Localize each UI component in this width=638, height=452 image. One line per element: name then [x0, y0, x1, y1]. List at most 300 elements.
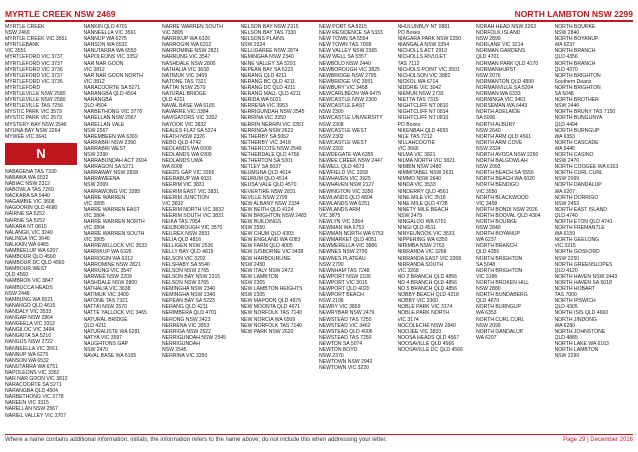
listing-entry: SA 5006	[476, 115, 496, 122]
listing-entry: NICHOLLS RIVULET	[397, 54, 446, 61]
listing-entry: NEW HARBOURLINE	[240, 255, 291, 262]
listing-entry: NEWBOROUGH VIC 3825	[319, 66, 380, 73]
listing-entry: NORTH BEACH WA 6020	[476, 176, 535, 183]
listing-entry: NANUTARRA WA 6550	[83, 48, 137, 55]
listing-entry: NABIAC NSW 2312	[5, 180, 51, 187]
listing-entry: NEALES FLAT SA 5374	[162, 127, 217, 134]
listing-entry: NATURALISTE WA 6281	[83, 328, 141, 335]
listing-entry: NORTH BRANCH	[554, 48, 596, 55]
listing-entry: WA 6353	[476, 310, 497, 317]
page-footer	[5, 434, 633, 446]
listing-entry: NORTH BUNDABERG	[476, 292, 528, 299]
listing-entry: MYRTLE CREEK	[5, 24, 45, 30]
listing-entry: NEW PORT SA 5015	[319, 24, 367, 30]
listing-entry: NANGEELA VIC 3312	[5, 321, 56, 328]
listing-entry: MYUNA BAY NSW 2264	[5, 127, 61, 134]
listing-entry: QLD 4356	[554, 54, 578, 61]
listing-entry: QLD 4740	[554, 212, 578, 219]
listing-entry: NAMBUNG WA 6521	[5, 296, 53, 303]
listing-entry: SA 5048	[554, 91, 574, 98]
listing-entry: QLD 4560	[5, 272, 29, 279]
listing-entry: NEDLANDS WA 6009	[162, 145, 212, 152]
listing-entry: MYRTLEVILLE NSW 2580	[5, 91, 66, 98]
listing-entry: NEWMAN NORTH WA 6753	[319, 231, 384, 238]
listing-entry: NELSON BAY TAS 7330	[240, 30, 297, 37]
listing-entry: VIC 3186	[476, 273, 498, 280]
listing-entry: NATHALIA VIC 3638	[83, 286, 131, 293]
listing-entry: VIC 3832	[162, 200, 184, 207]
listing-entry: NOBBY VIC 3360	[397, 298, 438, 305]
listing-entry: NEVERTIRE NSW 2831	[240, 188, 296, 195]
listing-entry: NARIEL VALLEY VIC 3707	[5, 412, 67, 419]
listing-entry: NERRIGUNDAH NSW 2545	[162, 334, 226, 341]
listing-entry: NEWRYBAR NSW 2479	[319, 310, 375, 317]
listing-entry: NORTH HOBART	[554, 286, 596, 293]
listing-entry: NERANG MALL QLD 4211	[240, 91, 302, 98]
listing-entry: NAMBUCCA HEADS	[5, 284, 53, 291]
listing-entry: NEWBURY VIC 3458	[319, 84, 368, 91]
listing-entry: NORTH BLACKWOOD	[476, 194, 529, 201]
listing-entry: NEWSTEAD TAS 7250	[319, 334, 372, 341]
listing-entry: NSW 2099	[554, 176, 580, 183]
listing-entry: NEWLANDS QLD 4804	[319, 194, 373, 201]
listing-entry: NETHERCOTE NSW 2549	[240, 145, 302, 152]
listing-entry: NARBETHONG VIC 3778	[5, 394, 64, 401]
listing-entry: NELIA QLD 4816	[162, 237, 202, 244]
listing-entry: NERIMBERA QLD 4701	[162, 310, 217, 317]
listing-entry: NASHDALE NSW 2800	[162, 60, 216, 67]
listing-entry: NSW 2370	[319, 353, 344, 360]
listing-entry: NORFOLK ISLAND	[476, 30, 521, 37]
listing-entry: NORNINGA VIC 3461	[476, 97, 526, 104]
listing-entry: NSW 2324	[476, 145, 501, 152]
listing-entry: NSW 2250	[554, 255, 580, 262]
listing-entry: NEPEAN BAY SA 5223	[240, 66, 294, 73]
listing-entry: NARRE WARREN	[83, 194, 126, 201]
listing-entry: NILMA NORTH VIC 3821	[397, 158, 455, 165]
listing-entry: NALANGIL VIC 3249	[5, 229, 53, 236]
listing-entry: MYSTIC PARK VIC 3579	[5, 115, 62, 122]
listing-entry: VIC 3804	[83, 225, 105, 232]
listing-entry: NEERIM VIC 3831	[162, 182, 205, 189]
listing-entry: NORTH BUNGUNYA	[554, 115, 603, 122]
listing-entry: NORTH ADELAIDE	[476, 109, 521, 116]
listing-entry: NABOWLA TAS 7260	[5, 187, 54, 194]
listing-entry: NEWTON SA 5074	[319, 340, 363, 347]
listing-entry: MYWEE VIC 3641	[5, 133, 47, 140]
listing-entry: NSW 2453	[554, 200, 580, 207]
listing-entry: NIDDRIE VIC 3042	[397, 84, 442, 91]
listing-entry: NATURAL BRIDGE	[162, 91, 207, 98]
listing-entry: NORTH CURL CURL	[476, 316, 525, 323]
listing-entry: NERRINGA NSW 2622	[240, 127, 294, 134]
listing-entry: NIEMUR NSW 2733	[397, 91, 444, 98]
listing-column-2	[84, 24, 163, 432]
listing-entry: NEERIM EAST VIC 3831	[162, 188, 220, 195]
listing-entry: NEW CHUM QLD 4303	[240, 231, 294, 238]
listing-entry: QLD 4211	[83, 322, 107, 329]
listing-entry: NEW VALLEY NSW 2365	[319, 48, 378, 55]
listing-entry: Southern Deans	[554, 78, 592, 85]
listing-entry: NORTH ISIS QLD 4660	[554, 310, 609, 317]
listing-column-5	[319, 24, 398, 432]
listing-entry: NORMAN GARDENS	[476, 48, 526, 55]
listing-entry: VIC 3268	[397, 267, 419, 274]
listing-entry: NEMINGHA NSW 2340	[162, 292, 216, 299]
listing-entry: NACKARA SA 5440	[5, 193, 51, 200]
listing-column-3	[162, 24, 241, 432]
listing-entry: QLD 4211	[162, 97, 185, 104]
listing-entry: NICHOLS POINT VIC 3501	[397, 66, 460, 73]
listing-entry: NORTH BRIGHTON	[554, 72, 601, 79]
listing-entry: NIMBIN NSW 2480	[397, 164, 442, 171]
listing-entry: NAMBOUR QLD 4560	[5, 254, 56, 261]
page-header	[5, 10, 633, 22]
listing-entry: NEW FARM QLD 4005	[240, 243, 293, 250]
listing-entry: NEW BEITH QLD 4124	[240, 206, 294, 213]
listing-entry: NEWCASTLE WEST	[319, 127, 367, 134]
listing-entry: VIC 3805	[83, 200, 105, 207]
listing-entry: NORTH EAST ISLAND	[554, 206, 607, 213]
listing-entry: NILLAHCOOTIE	[397, 139, 435, 146]
listing-entry: NINE MILE QLD 4728	[397, 200, 448, 207]
listing-entry: NSW 2446	[554, 103, 580, 110]
listing-entry: NOOSAVILLE DC QLD 4566	[397, 346, 463, 353]
listing-entry: NAR NAR GOON	[83, 60, 124, 67]
listing-entry: NEWNES NSW 2790	[319, 249, 368, 256]
listing-entry: NIMMITABEL NSW 2631	[397, 170, 455, 177]
listing-entry: NSW 2840	[554, 30, 580, 37]
listing-entry: MYRTLEFORD VIC 3736	[5, 78, 63, 85]
listing-entry: NINGI QLD 4511	[397, 225, 436, 232]
listing-entry: QLD 4120	[554, 267, 578, 274]
listing-entry: MYRTLEFORD	[5, 84, 40, 91]
listing-entry: NORSEMAN WA 6443	[476, 103, 528, 110]
listing-entry: NSW 2324	[240, 42, 266, 49]
listing-entry: NELSON BAY NSW 2315	[240, 24, 299, 30]
listing-entry: WA 6237	[554, 42, 575, 49]
listing-entry: NIMMO NSW 2640	[397, 176, 442, 183]
listing-entry: NEIKA TAS 7054	[162, 219, 201, 225]
listing-entry: NATTE YALLOCK VIC 3465	[83, 310, 147, 317]
listing-entry: NEWPORT BEACH	[319, 292, 364, 299]
listing-entry: NEWBOLD NSW 2440	[319, 60, 371, 67]
listing-entry: NARRABUNDAH ACT 2604	[83, 158, 147, 165]
listing-entry: NORMANTON QLD 4890	[476, 78, 534, 85]
listing-entry: NORLANE VIC 3214	[476, 42, 524, 49]
listing-entry: QLD 4370	[554, 66, 578, 73]
listing-entry: NEERABUP WA 6031	[162, 176, 212, 183]
listing-entry: NARRIKUP WA 6326	[83, 249, 132, 256]
listing-entry: NARBETHONG VIC 3778	[83, 109, 143, 116]
listing-entry: NORTH BALGOWLAH	[476, 158, 528, 165]
listing-entry: NERONG NSW 2423	[162, 316, 211, 323]
listing-entry: VIC 3550	[476, 188, 498, 195]
listing-entry: NEWLYN VIC 3364	[319, 219, 364, 225]
listing-entry: NEWTOWN VIC 3220	[319, 365, 370, 372]
listing-entry: NO 2 BRANCH QLD 4856	[397, 273, 457, 280]
listing-entry: NORTH GOSFORD	[554, 249, 600, 256]
listing-entry: NELLY BAY QLD 4819	[162, 249, 214, 256]
listing-entry: WA 6353	[554, 133, 575, 140]
listing-entry: NELSONS PLAINS	[240, 36, 285, 43]
listing-entry: NERRIGUNDAH	[162, 340, 200, 347]
listing-entry: NIGHTCLIFF NT 0810	[397, 115, 449, 122]
listing-entry: SA 5048	[476, 261, 496, 268]
listing-entry: NORTH BRIGHTON	[554, 84, 601, 91]
listing-column-4	[241, 24, 320, 432]
listing-entry: QLD 4885	[554, 334, 578, 341]
listing-entry: NEWCARLBEON WA 6475	[319, 91, 381, 98]
listing-entry: NAREEN VIC 3315	[5, 400, 49, 407]
listing-entry: NORTH JOHNSTONE	[554, 328, 606, 335]
listing-entry: MYRTLEFORD VIC 3737	[5, 54, 63, 61]
listing-entry: NORTH BOYANUP	[554, 36, 599, 43]
listing-entry: NANNEELLA VIC 3561	[5, 345, 58, 352]
listing-entry: NINDERRY QLD 4561	[397, 188, 449, 195]
listing-entry: NEWPORT QLD 4020	[319, 286, 370, 293]
listing-entry: NETHERBY VIC 3418	[240, 139, 291, 146]
listing-entry: NEWSTEAD QLD 4006	[319, 328, 373, 335]
listing-entry: NARACOORTE SA 5271	[5, 382, 62, 389]
listing-entry: NARRE WARREN SOUTH	[83, 231, 145, 238]
listing-entry: NERRIGUNDAH NSW 2545	[240, 109, 305, 116]
listing-entry: NANNEELLA VIC 3561	[83, 30, 137, 37]
listing-entry: NANGILOC VIC 3494	[5, 327, 55, 334]
listing-entry: NEWFIELD VIC 3268	[319, 170, 368, 177]
listing-entry: NATONE TAS 7321	[83, 298, 128, 305]
listing-entry: NEW MAPOON QLD 4876	[240, 298, 302, 305]
listing-entry: NORTH BURNGUP	[476, 304, 521, 311]
listing-entry: MYRTLEBANK	[5, 42, 40, 49]
listing-entry: NETHERTON SA 5301	[240, 158, 293, 165]
listing-entry: NEW BRIGHTON NSW 2483	[240, 212, 307, 219]
listing-entry: NSW 2099	[476, 322, 501, 329]
listing-entry: NETHERDALE QLD 4756	[240, 151, 300, 158]
listing-entry: WA 6159	[554, 231, 575, 238]
listing-entry: NARRUNG VIC 3547	[162, 54, 211, 61]
listing-entry: NETHERBY SA 5062	[240, 133, 289, 140]
listing-entry: NEMINGHA NSW 2340	[162, 286, 216, 293]
listing-entry: NARRE WARREN SOUTH	[162, 24, 223, 30]
listing-entry: QLD 4356	[476, 249, 500, 256]
listing-entry: NEATH NSW 2326	[162, 133, 205, 140]
listing-entry: NAPOLEONS VIC 3352	[83, 54, 138, 61]
listing-entry: NARELLAN VALE	[83, 121, 125, 128]
listing-entry: NEWRY VIC 3859	[319, 304, 361, 311]
listing-entry: WA 6237	[476, 237, 497, 244]
listing-entry: NEW ITALY NSW 2472	[240, 267, 294, 274]
listing-entry: VIC 3215	[554, 243, 576, 250]
listing-entry: NASHDALE NSW 2800	[83, 279, 138, 286]
listing-entry: NEW TOWN TAS 7008	[319, 42, 372, 49]
listing-entry: NORTH CASINO	[554, 151, 594, 158]
listing-entry: NEWCASTLE NSW 2300	[319, 97, 377, 104]
listing-entry: NEW LAMBTON	[240, 273, 279, 280]
listing-entry: NEW RESIDENCE SA 5333	[319, 30, 383, 37]
listing-entry: NANDALY VIC 3533	[5, 308, 52, 315]
listing-entry: QLD 4670	[476, 298, 500, 305]
listing-entry: NORTH BRIGHTON	[476, 267, 523, 274]
listing-entry: NELSON BAY NSW 2315	[162, 273, 221, 280]
listing-entry: WA 6280	[554, 322, 575, 329]
listing-entry: VIC 3804	[83, 212, 105, 219]
listing-entry: NARRABRI NSW 2390	[83, 139, 136, 146]
listing-entry: NEW ENGLAND WA 6083	[240, 237, 301, 244]
listing-entry: NEWINGTON VIC 3350	[319, 188, 374, 195]
listing-entry: VIC 3805	[162, 30, 184, 37]
listing-entry: NORTH GREENSLOPES	[554, 261, 613, 268]
listing-entry: NSW 2899	[476, 36, 501, 43]
listing-entry: NEWDEGATE WA 6355	[319, 151, 374, 158]
listing-entry: NORTH ETON QLD 4741	[554, 219, 613, 225]
listing-entry: QLD 4305	[554, 304, 578, 311]
listing-entry: NERRENA VIC 3953	[162, 322, 210, 329]
listing-entry: NEWTON BOYD	[319, 346, 358, 353]
listing-entry: MYRTLEFORD VIC 3736	[5, 66, 63, 73]
listing-entry: NARANGBA QLD 4504	[5, 388, 58, 395]
listing-entry: NSW 2390	[83, 151, 109, 158]
header-right-range: NORTH LAMBTON NSW 2299	[514, 9, 633, 19]
listing-entry: NAVIGATORS VIC 3352	[162, 115, 218, 122]
listing-entry: NORAH HEAD NSW 2263	[476, 24, 537, 30]
listing-entry: NEW NORFOLK TAS 7140	[240, 310, 303, 317]
listing-entry: MYRTLEFORD VIC 3737	[5, 60, 63, 67]
listing-entry: NICHOLLS ACT 2913	[397, 48, 447, 55]
listing-entry: NALINGA VIC 3646	[5, 235, 50, 242]
listing-entry: QLD 4701	[476, 54, 500, 61]
listing-entry: NARROGIN WA 6312	[162, 42, 212, 49]
listing-entry: VIC 3812	[83, 78, 105, 85]
listing-entry: NEW TOWN SA 5554	[319, 36, 369, 43]
listing-entry: NSW 2305	[240, 292, 266, 299]
listing-entry: NSW 2880	[476, 286, 501, 293]
listing-entry: NEILBOROUGH VIC 3570	[162, 225, 223, 232]
listing-entry: NAKARA NT 0810	[5, 223, 47, 230]
listing-entry: WA 6207	[476, 334, 497, 341]
listing-entry: NEWSTEAD TAS 7250	[319, 316, 372, 323]
listing-entry: MYRTLE CREEK VIC 3551	[5, 36, 68, 43]
listing-entry: NORTH BOURKE	[554, 24, 596, 30]
listing-entry: NAYOOK VIC 3832	[162, 121, 207, 128]
listing-entry: NARROMINE NSW 2821	[83, 261, 141, 268]
listing-entry: NERRINA VIC 3350	[162, 353, 208, 360]
listing-entry: NARACOORTE SA 5271	[83, 84, 141, 91]
listing-entry: VIC 3666	[397, 145, 419, 152]
listing-entry: NO 5 BRANCH QLD 4856	[397, 286, 457, 293]
listing-columns	[5, 24, 633, 432]
listing-entry: NORTH BOYANUP	[476, 231, 520, 238]
listing-entry: NAIRNE SA 5252	[5, 217, 45, 224]
listing-entry: NARWEE NSW 2209	[83, 273, 132, 280]
listing-entry: NINGALOO WA 6701	[397, 219, 447, 225]
listing-entry: NAVAL BASE WA 6165	[83, 353, 137, 360]
listing-entry: NELSON NSW 2765	[162, 279, 209, 286]
listing-entry: NOBLE PARK VIC 3174	[397, 304, 453, 311]
listing-entry: NEUSA VALE QLD 4570	[240, 182, 297, 189]
listing-entry: NEDLANDS UWA	[162, 158, 203, 165]
listing-entry: NARANGBA	[83, 97, 113, 104]
listing-entry: NAPOLEONS VIC 3352	[5, 369, 60, 376]
listing-column-6	[398, 24, 477, 432]
listing-entry: NSW 2099	[83, 182, 109, 189]
listing-entry: NSW 2840	[476, 225, 501, 232]
listing-entry: NORTH LAMBTON	[554, 346, 599, 353]
listing-entry: NEWELL QLD 4873	[319, 164, 365, 171]
listing-entry: NARROGIN WA 6312	[83, 255, 133, 262]
listing-entry: NERRINA VIC 3350	[240, 115, 286, 122]
listing-entry: NORTH COOGEE WA 6163	[554, 164, 619, 171]
listing-entry: MYRTLEFORD VIC 3737	[5, 72, 63, 79]
listing-entry: NEMINGHA NSW 2340	[240, 54, 294, 61]
listing-entry: NSW 2300	[319, 109, 344, 116]
listing-entry: NANSON WA 6532	[5, 357, 49, 364]
listing-entry: NEDLANDS WA 6909	[162, 151, 212, 158]
listing-entry: NATIMUK VIC 3409	[83, 292, 129, 299]
listing-entry: NEW GISBORNE VIC 3438	[240, 249, 304, 256]
listing-entry: NINETY MILE BEACH	[397, 206, 449, 213]
listing-entry: NOCOLECHE NSW 2840	[397, 322, 456, 329]
listing-entry: NEERIM NORTH VIC 3832	[162, 206, 224, 213]
listing-entry: TAS 7112	[397, 60, 420, 67]
listing-entry: NSW 2479	[397, 212, 423, 219]
listing-entry: NORTH JINDONG	[554, 316, 597, 323]
listing-entry: NARRE WARREN NORTH	[83, 219, 145, 225]
listing-entry: NARROMINE NSW 2821	[162, 48, 220, 55]
listing-entry: NSW 2299	[554, 353, 580, 360]
footer-notice: Where a name contains additional information, initials, the information refers to the name above; do not include this when addressing your letter.	[5, 437, 387, 443]
listing-entry: NANGKITA SA 5210	[5, 333, 52, 340]
listing-entry: NORTH DORRIGO	[554, 194, 599, 201]
listing-entry: NEW LAMBTON HEIGHTS	[240, 286, 303, 293]
listing-entry: NORTH BRANCH	[476, 243, 517, 250]
listing-entry: NORMAN WA 6333	[476, 91, 521, 98]
listing-entry: NORTH BURNGUP	[554, 127, 600, 134]
listing-entry: NANNUP WA 6275	[5, 351, 49, 358]
listing-entry: NEWMAN WA 6753	[319, 225, 365, 232]
listing-entry: NELSON NSW 2765	[162, 267, 209, 274]
listing-entry: NEWBRIDGE NSW 2795	[319, 72, 377, 79]
listing-entry: NORTH LAKE WA 6163	[554, 340, 609, 347]
listing-entry: NORTH BOOVAL QLD 4304	[476, 212, 541, 219]
listing-entry: NORTH DANDALUP	[476, 328, 524, 335]
listing-entry: NANANGO QLD 4615	[5, 302, 56, 309]
listing-entry: NATONE TAS 7321	[162, 78, 207, 85]
listing-entry: NEW NORCIA WA 6509	[240, 316, 296, 323]
listing-entry: NEPEAN BAY SA 5223	[162, 298, 215, 305]
listing-entry: NEWNHAM TAS 7248	[319, 267, 370, 274]
listing-entry: NERRIN NERRIN VIC 3351	[240, 121, 304, 128]
listing-entry: VIC 3875	[319, 212, 341, 219]
listing-entry: NORTH AVOCA NSW 2260	[476, 151, 539, 158]
listing-entry: NEILREX NSW 2831	[162, 231, 210, 238]
listing-entry: NORTH DANDALUP	[554, 182, 602, 189]
listing-entry: NERANG QLD 4211	[240, 72, 287, 79]
listing-entry: TAS 7000	[554, 292, 577, 299]
listing-entry: NARRAWAY NSW 2828	[83, 170, 139, 177]
listing-entry: NEWMARKET QLD 4051	[319, 237, 377, 244]
listing-entry: NEWCASTLE EAST	[319, 103, 366, 110]
listing-entry: NIRIMBA NSW 2763	[397, 243, 445, 250]
listing-entry: NSW 2640	[476, 127, 501, 134]
listing-entry: NATHALIA VIC 3638	[162, 66, 209, 73]
listing-entry: NEW NORFOLK TAS 7140	[240, 322, 303, 329]
listing-entry: NSW 2469	[5, 30, 30, 37]
listing-entry: NSW 2790	[319, 261, 344, 268]
listing-entry: NABAGENA TAS 7330	[5, 168, 57, 175]
listing-entry: MYRTLEVILLE NSW 2580	[5, 97, 66, 104]
listing-entry: NELSON VIC 3292	[162, 255, 206, 262]
